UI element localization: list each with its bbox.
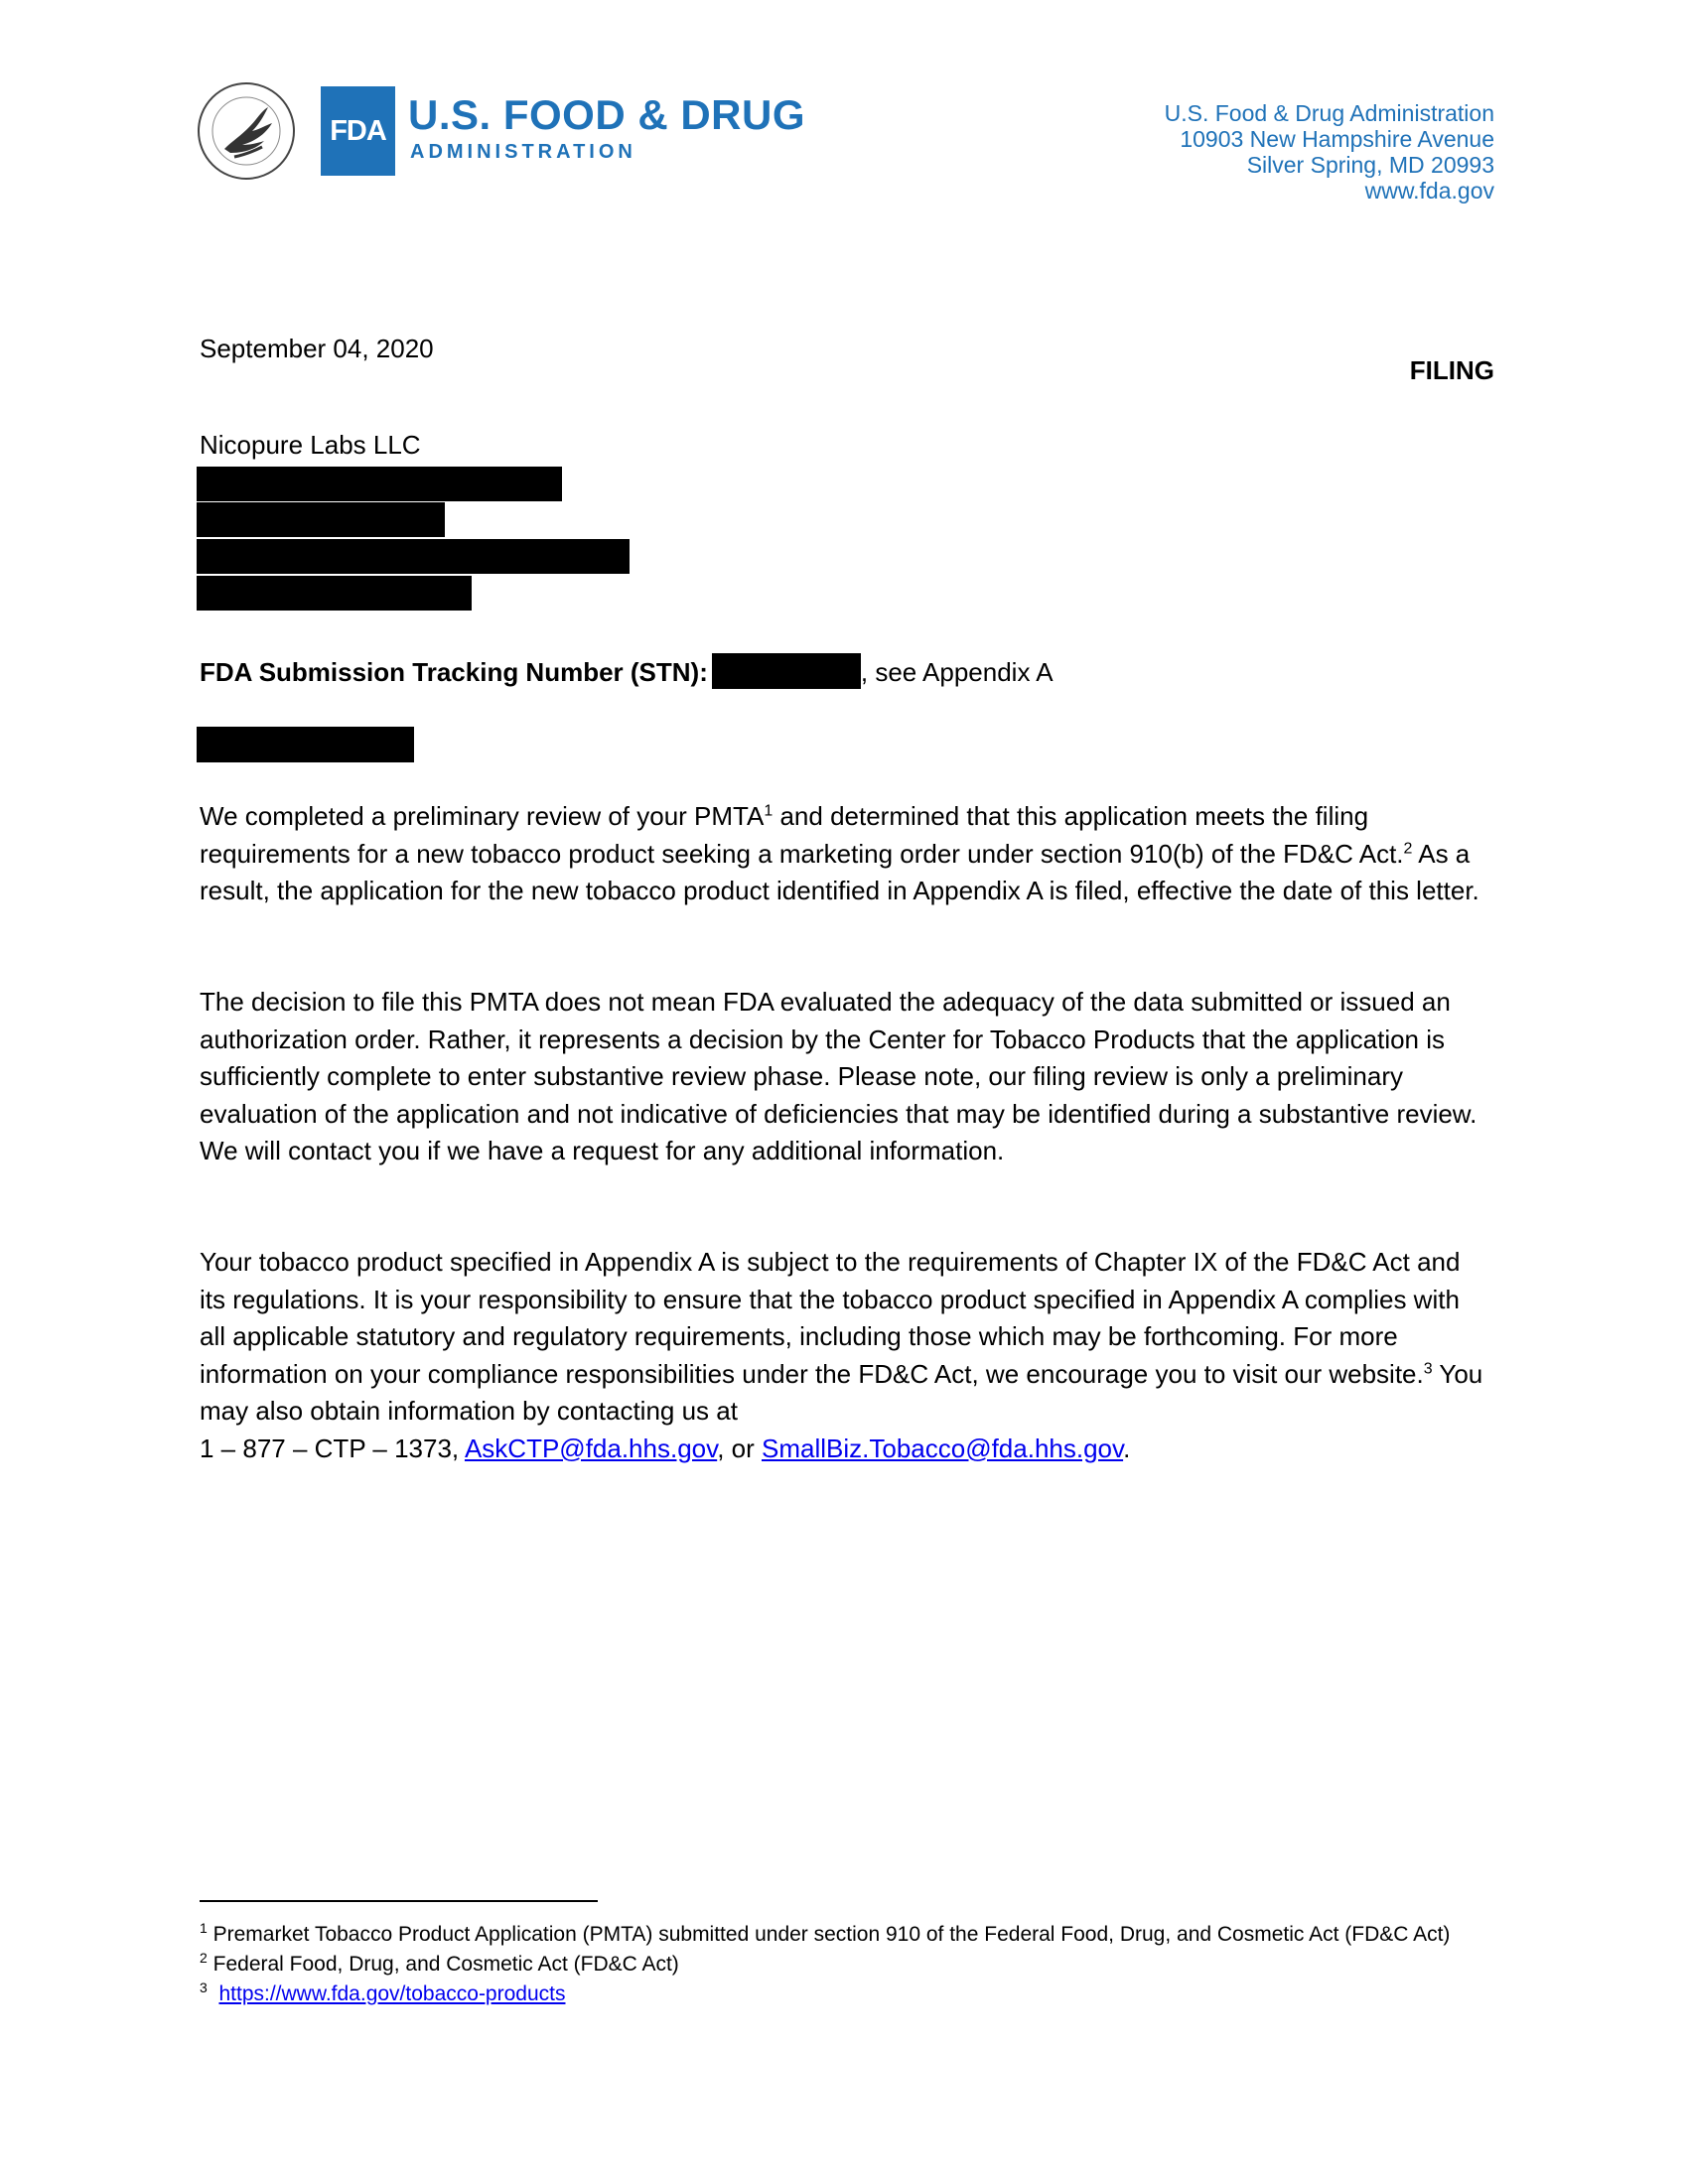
footnote-ref: 1 [764,802,774,820]
fda-badge-logo [321,86,395,176]
footnote-separator [200,1900,598,1902]
p3-text: You may also obtain information by contacting us at [200,1358,1483,1426]
footnote-2 [200,1950,1490,1979]
fda-wordmark: U.S. FOOD & DRUG [408,91,806,138]
p3-text: . [1123,1433,1131,1463]
stn-label: FDA Submission Tracking Number (STN): [200,657,708,687]
recipient-company: Nicopure Labs LLC [200,430,421,460]
address-line: 10903 New Hampshire Avenue [1180,126,1494,152]
fda-badge-text: FDA [330,114,386,147]
paragraph-compliance [200,1244,1490,1467]
stn-line [200,653,1054,689]
p1-text: We completed a preliminary review of your PMTA [200,801,765,831]
redacted-salutation [197,727,414,762]
footnote-number: 2 [200,1950,208,1966]
footnotes [200,1920,1490,2009]
redacted-address-line [197,576,472,611]
address-line: Silver Spring, MD 20993 [1246,152,1494,178]
smallbiz-email-link[interactable]: SmallBiz.Tobacco@fda.hhs.gov [762,1433,1124,1463]
contact-phone: 1 – 877 – CTP – 1373, [200,1433,465,1463]
fda-address-block [1165,100,1494,204]
letter-date: September 04, 2020 [200,334,434,363]
footnote-text: Premarket Tobacco Product Application (PMTA) submitted under section 910 of the Federal Food, Drug, and Cosmetic Act (FD&C Act) [207,1923,1451,1946]
redacted-address-line [197,539,630,574]
p3-text: , or [717,1433,762,1463]
p2-text: The decision to file this PMTA does not mean FDA evaluated the adequacy of the data submitted or issued an authorization order. Rather, it represents a decision by the Center for Tobacco Products that the application is sufficiently complete to enter substantive review phase. Please note, our filing review is only a preliminary evaluation of the application and not indicative of deficiencies that may be identified during a substantive review. We will contact you if we have a request for any additional information. [200,987,1477,1165]
paragraph-filing-determination [200,798,1490,910]
footnote-ref: 2 [1403,839,1413,857]
footnote-number: 1 [200,1920,208,1936]
redacted-address-line [197,467,562,501]
p3-text: Your tobacco product specified in Appendix A is subject to the requirements of Chapter IX of the FD&C Act and its regulations. It is your responsibility to ensure that the tobacco product specified in Appendix A complies with all applicable statutory and regulatory requirements, including those which may be forthcoming. For more information on your compliance responsibilities under the FD&C Act, we encourage you to visit our website. [200,1247,1461,1389]
p1-text: As a result, the application for the new tobacco product identified in Appendix A is filed, effective the date of this letter. [200,838,1479,905]
footnote-1 [200,1920,1490,1950]
document-type-label: FILING [1409,355,1494,385]
footnote-text: Federal Food, Drug, and Cosmetic Act (FD&C Act) [207,1953,679,1976]
footnote-number: 3 [200,1979,208,1995]
footnote-ref: 3 [1423,1359,1433,1377]
address-line: U.S. Food & Drug Administration [1164,100,1494,126]
footnote-3 [200,1979,1490,2009]
redacted-stn [712,653,861,689]
paragraph-decision-meaning [200,984,1490,1170]
hhs-seal-logo [195,79,298,183]
askctp-email-link[interactable]: AskCTP@fda.hhs.gov [464,1433,718,1463]
fda-wordmark-subtitle: ADMINISTRATION [410,141,636,163]
stn-suffix: , see Appendix A [860,657,1054,687]
p1-text: and determined that this application meets the filing requirements for a new tobacco product seeking a marketing order under section 910(b) of the FD&C Act. [200,801,1404,869]
tobacco-products-link[interactable]: https://www.fda.gov/tobacco-products [218,1982,566,2005]
redacted-address-line [197,502,445,537]
address-line: www.fda.gov [1364,178,1494,204]
